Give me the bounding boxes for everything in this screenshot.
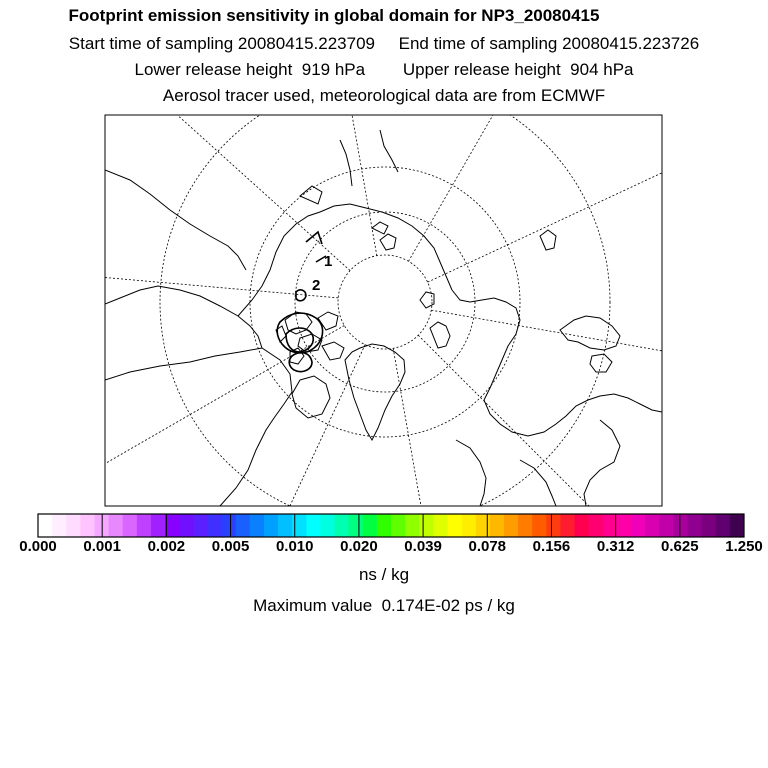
- colorbar-cell: [264, 514, 279, 537]
- colorbar-cell: [80, 514, 95, 537]
- colorbar-cell: [278, 514, 293, 537]
- colorbar-tick-label: 0.078: [468, 538, 507, 555]
- colorbar-cell: [179, 514, 194, 537]
- colorbar-cell: [109, 514, 124, 537]
- colorbar-cell: [631, 514, 646, 537]
- colorbar-cell: [716, 514, 731, 537]
- colorbar-cell: [659, 514, 674, 537]
- map-title: Footprint emission sensitivity in global domain for NP3_20080415: [68, 6, 600, 25]
- colorbar-cell: [447, 514, 462, 537]
- colorbar-tick-label: 0.156: [532, 538, 571, 555]
- colorbar-cell: [306, 514, 321, 537]
- colorbar-tick-label: 0.039: [404, 538, 442, 555]
- colorbar-cell: [405, 514, 420, 537]
- colorbar-cell: [617, 514, 632, 537]
- colorbar-tick-label: 0.010: [275, 538, 314, 555]
- colorbar-cell: [673, 514, 688, 537]
- colorbar-cell: [222, 514, 237, 537]
- colorbar-cell: [702, 514, 717, 537]
- colorbar-cell: [391, 514, 406, 537]
- colorbar-cell: [476, 514, 491, 537]
- colorbar-tick-label: 0.312: [596, 538, 635, 555]
- release-height-line: Lower release height 919 hPa Upper release height 904 hPa: [134, 60, 634, 79]
- colorbar-cell: [38, 514, 53, 537]
- colorbar-cell: [66, 514, 81, 537]
- colorbar-cell: [377, 514, 392, 537]
- colorbar-cell: [207, 514, 222, 537]
- colorbar-cell: [518, 514, 533, 537]
- colorbar-tick-label: 0.001: [83, 538, 121, 555]
- colorbar-cell: [419, 514, 434, 537]
- colorbar-cell: [349, 514, 364, 537]
- contour-label-2: 2: [312, 277, 321, 294]
- colorbar-cell: [688, 514, 703, 537]
- colorbar-tick-label: 0.002: [147, 538, 186, 555]
- contour-label-1: 1: [324, 253, 333, 270]
- colorbar-cell: [151, 514, 166, 537]
- colorbar-tick-label: 0.020: [340, 538, 378, 555]
- colorbar-cell: [645, 514, 660, 537]
- colorbar-cell: [123, 514, 138, 537]
- colorbar-cell: [193, 514, 208, 537]
- colorbar-tick-label: 0.000: [19, 538, 57, 555]
- colorbar-cell: [462, 514, 477, 537]
- colorbar-cell: [589, 514, 604, 537]
- colorbar-tick-label: 0.005: [211, 538, 250, 555]
- maximum-value: Maximum value 0.174E-02 ps / kg: [253, 596, 515, 615]
- colorbar-cell: [250, 514, 265, 537]
- sampling-time-line: Start time of sampling 20080415.223709 End time of sampling 20080415.223726: [68, 34, 700, 53]
- colorbar-cell: [335, 514, 350, 537]
- colorbar-cell: [433, 514, 448, 537]
- colorbar-tick-label: 1.250: [725, 538, 763, 555]
- colorbar-cell: [137, 514, 152, 537]
- colorbar-cell: [532, 514, 547, 537]
- colorbar-cell: [236, 514, 251, 537]
- colorbar-cell: [363, 514, 378, 537]
- colorbar-cell: [490, 514, 505, 537]
- colorbar-cell: [575, 514, 590, 537]
- colorbar-units: ns / kg: [358, 565, 410, 584]
- colorbar-cell: [504, 514, 519, 537]
- colorbar-cell: [730, 514, 745, 537]
- colorbar-cell: [165, 514, 180, 537]
- colorbar-tick-label: 0.625: [661, 538, 699, 555]
- tracer-info-line: Aerosol tracer used, meteorological data are from ECMWF: [162, 86, 606, 105]
- colorbar-cell: [546, 514, 561, 537]
- colorbar-cell: [560, 514, 575, 537]
- colorbar-cell: [320, 514, 335, 537]
- colorbar-cell: [52, 514, 67, 537]
